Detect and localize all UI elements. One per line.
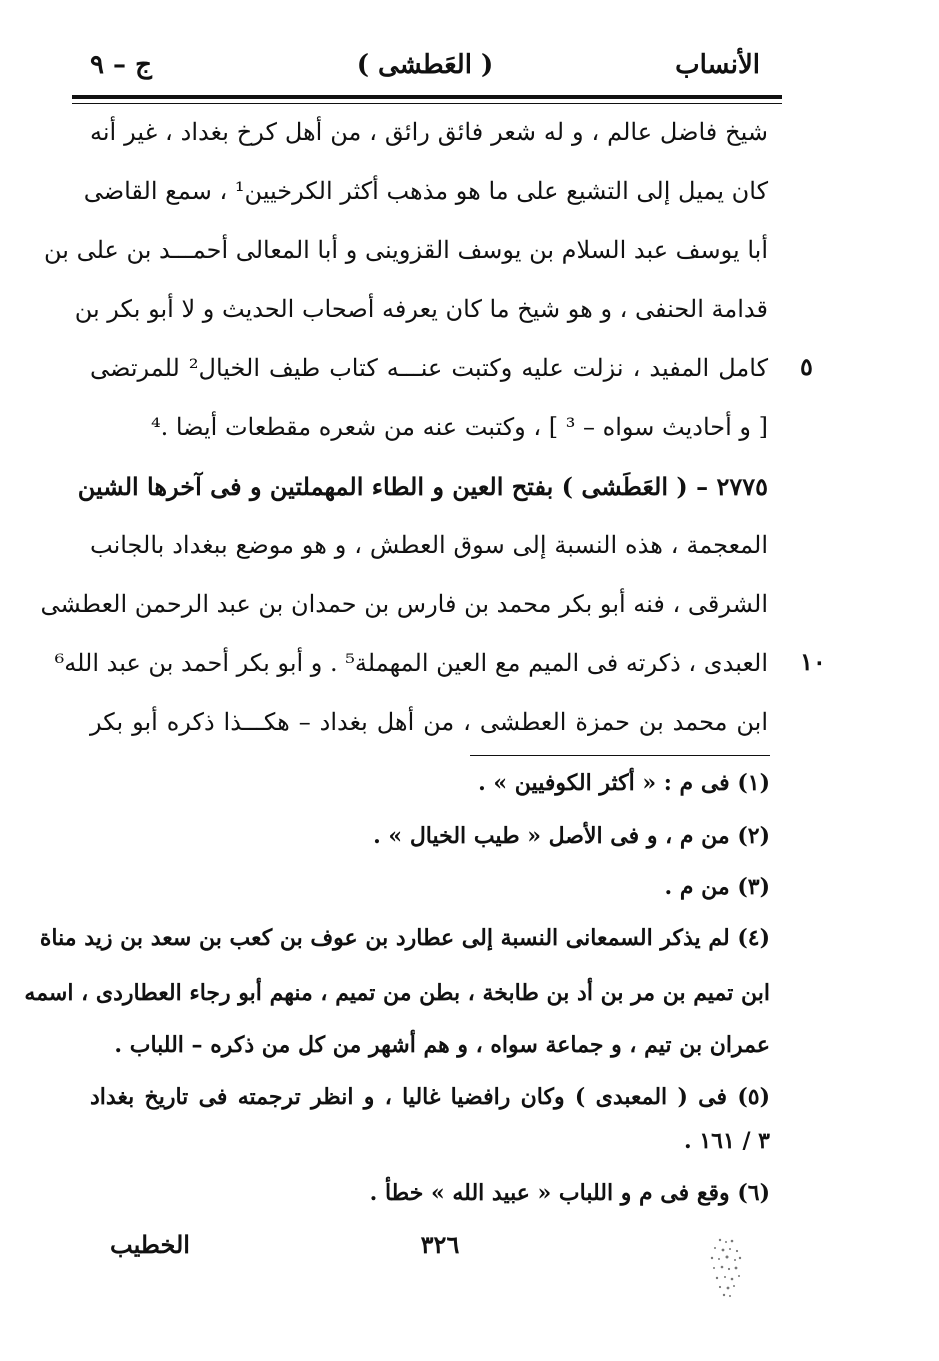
text-line: ابن محمد بن حمزة العطشى ، من أهل بغداد – هكـــذا ذكره أبو بكر <box>90 708 768 736</box>
header-rule-thin <box>72 103 782 104</box>
footnote-5: (٥) فى ( المعبدى ) وكان رافضيا غاليا ، و انظر ترجمته فى تاريخ بغداد <box>90 1084 770 1110</box>
page-number: ٣٢٦ <box>420 1230 460 1259</box>
library-stamp-icon <box>700 1232 750 1302</box>
footnote-3: (٣) من م . <box>664 874 770 900</box>
text-line: العبدى ، ذكرته فى الميم مع العين المهملة⁵ . و أبو بكر أحمد بن عبد الله⁶ <box>54 649 768 677</box>
footnote-5-cont: ٣ / ١٦١ . <box>684 1128 770 1154</box>
entry-2775-start: ٢٧٧٥ – ( العَطَشى ) بفتح العين و الطاء المهملتين و فى آخرها الشين <box>77 472 768 501</box>
page-footer <box>100 1230 780 1270</box>
footnote-4: (٤) لم يذكر السمعانى النسبة إلى عطارد بن عوف بن كعب بن سعد بن زيد مناة <box>39 925 770 951</box>
text-line: أبا يوسف عبد السلام بن يوسف القزوينى و أبا المعالى أحمـــد بن على بن <box>43 236 768 264</box>
text-line: شيخ فاضل عالم ، و له شعر فائق رائق ، من أهل كرخ بغداد ، غير أنه <box>90 118 768 146</box>
text-line: [ و أحاديث سواه – ³ ] ، وكتبت عنه من شعره مقطعات أيضا .⁴ <box>150 413 768 441</box>
text-line: المعجمة ، هذه النسبة إلى سوق العطش ، و هو موضع ببغداد بالجانب <box>90 531 768 559</box>
line-number-10: ١٠ <box>800 647 826 676</box>
footnote-2: (٢) من م ، و فى الأصل « طيب الخيال » . <box>373 823 770 849</box>
section-title: الأنساب <box>675 50 760 80</box>
footnote-separator <box>470 755 770 756</box>
signature-mark: الخطيب <box>110 1230 190 1259</box>
text-line: قدامة الحنفى ، و هو شيخ ما كان يعرفه أصحاب الحديث و لا أبو بكر بن <box>74 295 768 323</box>
running-header <box>80 40 770 90</box>
footnote-4-cont: ابن تميم بن مر بن أد بن طابخة ، بطن من تميم ، منهم أبو رجاء العطاردى ، اسمه <box>24 980 770 1006</box>
entry-heading: ( العَطشى ) <box>356 50 494 80</box>
header-rule <box>72 95 782 99</box>
text-line: كامل المفيد ، نزلت عليه وكتبت عنـــه كتاب طيف الخيال² للمرتضى <box>90 354 768 382</box>
text-line: كان يميل إلى التشيع على ما هو مذهب أكثر الكرخيين¹ ، سمع القاضى <box>83 177 768 205</box>
footnote-6: (٦) وقع فى م و اللباب « عبيد الله » خطأ . <box>369 1180 770 1206</box>
volume-label: ج – ٩ <box>90 50 152 80</box>
text-line: الشرقى ، فنه أبو بكر محمد بن فارس بن حمدان بن عبد الرحمن العطشى <box>40 590 768 618</box>
footnote-4-end: عمران بن تيم ، و جماعة سواه ، و هم أشهر من كل من ذكره – اللباب . <box>114 1032 770 1058</box>
footnote-1: (١) فى م : « أكثر الكوفيين » . <box>478 770 770 796</box>
line-number-5: ٥ <box>800 352 813 381</box>
